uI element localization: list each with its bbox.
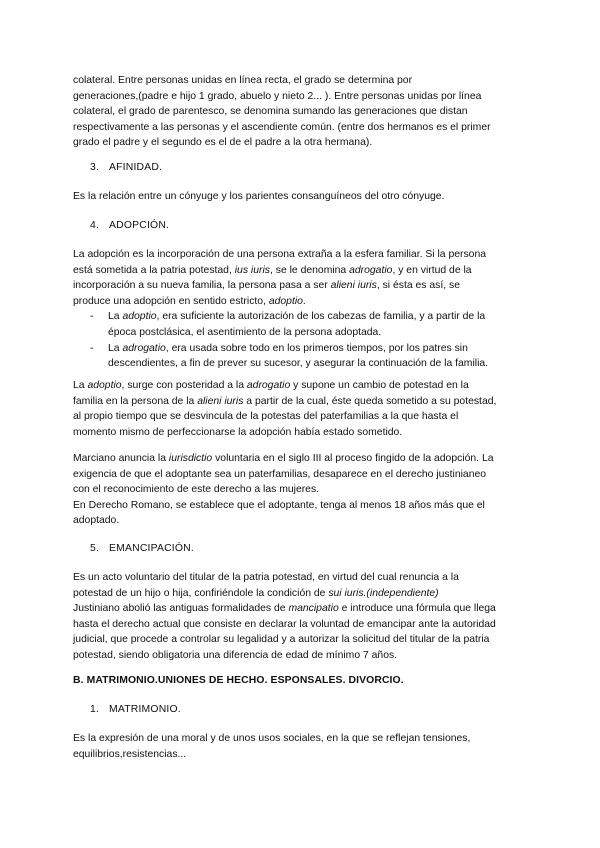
text-line: colateral, el grado de parentesco, se denomina sumando las generaciones que distan — [73, 106, 468, 118]
text-line: está sometida a la patria potestad, ius iuris, se le denomina adrogatio, y en virtud de la — [73, 264, 472, 276]
section-number: 3. — [90, 162, 100, 173]
section-heading-matrimonio — [90, 702, 550, 718]
section-title: AFINIDAD. — [109, 162, 163, 173]
text-line: colateral. Entre personas unidas en línea recta, el grado se determina por — [73, 75, 413, 86]
dash-bullet: - — [90, 342, 94, 354]
text-line: época postclásica, el asentimiento de la persona adoptada. — [108, 326, 382, 338]
text-line: Es un acto voluntario del titular de la patria potestad, en virtud del cual renuncia a la — [73, 572, 459, 583]
text-line: En Derecho Romano, se establece que el adoptante, tenga al menos 18 años más que el — [73, 499, 485, 511]
text-line: momento mismo de perfeccionarse la adopción había estado sometido. — [73, 426, 403, 438]
paragraph-emancipacion — [73, 570, 533, 664]
text-line: potestad, siendo obligatoria una diferencia de edad de mínimo 7 años. — [73, 649, 398, 661]
section-title: MATRIMONIO. — [109, 704, 181, 715]
section-b-heading: B. MATRIMONIO.UNIONES DE HECHO. ESPONSALES. DIVORCIO. — [73, 675, 404, 686]
dash-bullet: - — [90, 311, 94, 323]
text-line: equilibrios,resistencias... — [73, 748, 187, 760]
paragraph-adopcion-3 — [73, 451, 533, 529]
text-line: al propio tiempo que se desvincula de la potestas del paterfamilias a la que hasta el — [73, 411, 459, 423]
paragraph-adopcion-2 — [73, 378, 533, 440]
paragraph-parentesco — [73, 73, 533, 151]
text-line: con el reconocimiento de este derecho a las mujeres. — [73, 484, 320, 496]
text-line: exigencia de que el adoptante sea un paterfamilias, desaparece en el derecho justinianeo — [73, 468, 487, 480]
text-line: Es la expresión de una moral y de unos usos sociales, en la que se reflejan tensiones, — [73, 733, 471, 744]
text-line: adoptado. — [73, 515, 120, 527]
text-line: respectivamente a las personas y el ascendiente común. (entre dos hermanos es el primer — [73, 121, 491, 133]
text-line: grado el padre y el segundo es el de el padre a la otra hermana). — [73, 137, 373, 149]
section-title: EMANCIPACIÓN. — [109, 543, 194, 554]
text-line: potestad de un hijo o hija, confiriéndole la condición de sui iuris.(independiente) — [73, 587, 439, 599]
section-heading-emancipacion — [90, 541, 550, 557]
text-line: Es la relación entre un cónyuge y los parientes consanguíneos del otro cónyuge. — [73, 191, 445, 202]
paragraph-matrimonio — [73, 731, 533, 762]
text-line: produce una adopción en sentido estricto, adoptio. — [73, 295, 306, 307]
section-number: 1. — [90, 704, 100, 715]
text-line: La adoptio, surge con posteridad a la adrogatio y supone un cambio de potestad en la — [73, 380, 469, 391]
section-heading-adopcion — [90, 218, 550, 234]
section-number: 4. — [90, 220, 100, 231]
text-line: La adopción es la incorporación de una persona extraña a la esfera familiar. Si la persona — [73, 249, 486, 260]
paragraph-afinidad — [73, 189, 533, 205]
list-item — [73, 341, 533, 357]
text-line: Justiniano abolió las antiguas formalidades de mancipatio e introduce una fórmula que llega — [73, 603, 496, 615]
text-line: La adrogatio, era usada sobre todo en los primeros tiempos, por los patres sin — [108, 342, 468, 354]
text-line: familia en la persona de la alieni iuris a partir de la cual, éste queda sometido a su potestad, — [73, 395, 497, 407]
text-line: judicial, que procede a controlar su legalidad y a autorizar la solicitud del titular de la patria — [73, 634, 490, 646]
list-item — [73, 309, 533, 325]
section-title: ADOPCIÓN. — [109, 220, 170, 231]
text-line: La adoptio, era suficiente la autorización de los cabezas de familia, y a partir de la — [108, 311, 486, 323]
text-line: incorporación a su nueva familia, la persona pasa a ser alieni iuris, si ésta es así, se — [73, 280, 460, 292]
section-number: 5. — [90, 543, 100, 554]
text-line: descendientes, a fin de prever su sucesor, y asegurar la continuación de la familia. — [108, 358, 489, 370]
text-line: hasta el derecho actual que consiste en declarar la voluntad de emancipar ante la autoridad — [73, 618, 496, 630]
text-line: generaciones,(padre e hijo 1 grado, abuelo y nieto 2... ). Entre personas unidas por línea — [73, 90, 482, 102]
paragraph-adopcion-1 — [73, 247, 533, 372]
section-heading-afinidad — [90, 160, 550, 176]
text-line: Marciano anuncia la iurisdictio voluntaria en el siglo III al proceso fingido de la adopción. La — [73, 453, 494, 464]
